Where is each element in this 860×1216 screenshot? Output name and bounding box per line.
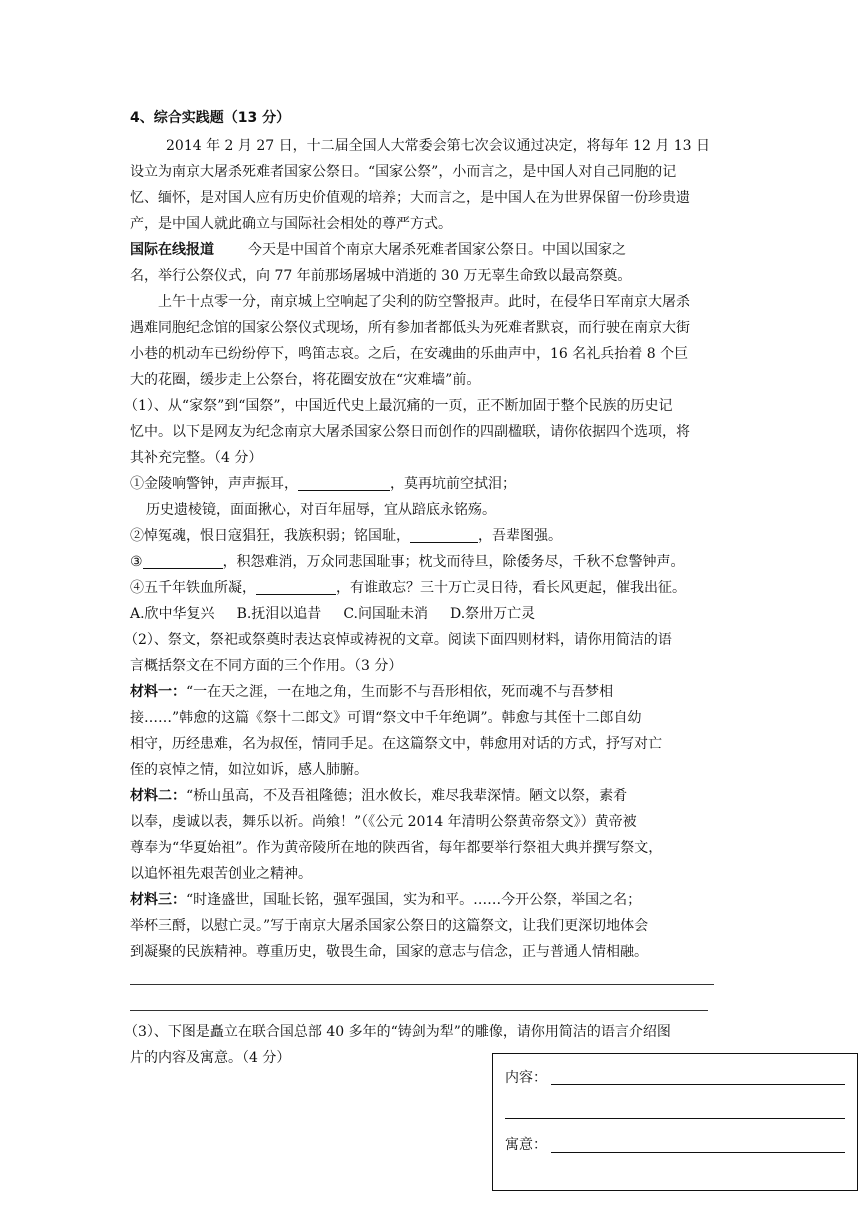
option-c: C.问国耻未消 (343, 606, 428, 622)
content-answer-line[interactable] (551, 1084, 845, 1085)
material-1 (130, 680, 613, 704)
q2-line: 言概括祭文在不同方面的三个作用。（3 分） (130, 658, 403, 674)
report-line: 大的花圈，缓步走上公祭台，将花圈安放在“灾难墙”前。 (130, 372, 481, 388)
material-2-line: 以追怀祖先艰苦创业之精神。 (130, 866, 312, 882)
report-line: 小巷的机动车已纷纷停下，鸣笛志哀。之后，在安魂曲的乐曲声中，16 名礼兵抬着 8 个巨 (130, 346, 689, 362)
material-label: 材料二： (130, 788, 186, 804)
q1-line: 忆中。以下是网友为纪念南京大屠杀国家公祭日而创作的四副楹联，请你依据四个选项，将 (130, 424, 690, 440)
answer-box (492, 1053, 858, 1191)
couplet-text: ，吾辈图强。 (478, 528, 562, 544)
material-label: 材料一： (130, 684, 186, 700)
report-source: 国际在线报道 (130, 242, 214, 258)
answer-line[interactable] (130, 1010, 708, 1011)
couplet-text: ，积怨难消，万众同悲国耻事；枕戈而待旦，除倭务尽，千秋不怠警钟声。 (222, 554, 685, 570)
report-text: 今天是中国首个南京大屠杀死难者国家公祭日。中国以国家之 (248, 242, 626, 258)
couplet-1-blank[interactable] (298, 474, 390, 491)
couplet-text: ，莫再坑前空拭泪； (390, 476, 516, 492)
couplet-2-blank[interactable] (410, 526, 478, 543)
material-1-line: 相守，历经患难，名为叔侄，情同手足。在这篇祭文中，韩愈用对话的方式，抒写对亡 (130, 736, 662, 752)
intro-line: 2014 年 2 月 27 日，十二届全国人大常委会第七次会议通过决定，将每年 12 月 13 日 (166, 138, 711, 154)
report-line: 名，举行公祭仪式，向 77 年前那场屠城中消逝的 30 万无辜生命致以最高祭奠。 (130, 268, 632, 284)
couplet-text: ③ (130, 554, 143, 570)
q3-line: 片的内容及寓意。（4 分） (130, 1050, 291, 1066)
intro-line: 产，是中国人就此确立与国际社会相处的尊严方式。 (130, 216, 452, 232)
material-3-line: 举杯三酹，以慰亡灵。”写于南京大屠杀国家公祭日的这篇祭文，让我们更深切地体会 (130, 918, 649, 934)
option-d: D.祭卅万亡灵 (449, 606, 536, 622)
material-3-line: 到凝聚的民族精神。尊重历史，敬畏生命，国家的意志与信念，正与普通人情相融。 (130, 944, 648, 960)
material-1-line: 侄的哀悼之情，如泣如诉，感人肺腑。 (130, 762, 368, 778)
material-3 (130, 888, 641, 912)
material-2 (130, 784, 627, 808)
meaning-label: 寓意： (505, 1137, 547, 1153)
report-line (130, 238, 626, 262)
answer-line[interactable] (130, 984, 714, 985)
couplet-1 (130, 472, 516, 496)
option-a: A.欣中华复兴 (130, 606, 215, 622)
couplet-3 (130, 550, 685, 574)
couplet-4 (130, 576, 686, 600)
q1-options (130, 602, 557, 626)
report-line: 上午十点零一分，南京城上空响起了尖利的防空警报声。此时，在侵华日军南京大屠杀 (158, 294, 690, 310)
couplet-text: ①金陵响警钟，声声振耳， (130, 476, 298, 492)
couplet-text: ，有谁敢忘？三十万亡灵日待，看长风更起，催我出征。 (336, 580, 686, 596)
material-text: “时逢盛世，国耻长铭，强军强国，实为和平。……今开公祭，举国之名； (186, 892, 642, 908)
intro-line: 忆、缅怀，是对国人应有历史价值观的培养；大而言之，是中国人在为世界保留一份珍贵遗 (130, 190, 690, 206)
content-label: 内容： (505, 1070, 547, 1086)
material-2-line: 以奉，虔诚以表，舞乐以祈。尚飨！”（《公元 2014 年清明公祭黄帝祭文》）黄帝被 (130, 814, 637, 830)
couplet-2 (130, 524, 562, 548)
material-2-line: 尊奉为“华夏始祖”。作为黄帝陵所在地的陕西省，每年都要举行祭祖大典并撰写祭文， (130, 840, 663, 856)
couplet-text: ④五千年铁血所凝， (130, 580, 256, 596)
material-text: “桥山虽高，不及吾祖隆德；沮水攸长，难尽我辈深情。陋文以祭，素肴 (186, 788, 628, 804)
couplet-1-second: 历史遗棱镜，面面揪心，对百年屈辱，宜从踣底永铭殇。 (146, 502, 496, 518)
couplet-text: ②悼冤魂，恨日寇猖狂，我族积弱；铭国耻， (130, 528, 410, 544)
option-b: B.抚泪以追昔 (236, 606, 322, 622)
content-answer-line[interactable] (505, 1118, 845, 1119)
material-label: 材料三： (130, 892, 186, 908)
couplet-3-blank[interactable] (143, 552, 223, 569)
material-text: “一在天之涯，一在地之角，生而影不与吾形相依，死而魂不与吾梦相 (186, 684, 614, 700)
meaning-answer-line[interactable] (551, 1152, 845, 1153)
q1-line: （1）、从“家祭”到“国祭”，中国近代史上最沉痛的一页，正不断加固于整个民族的历史记 (124, 398, 673, 414)
q3-line: （3）、下图是矗立在联合国总部 40 多年的“铸剑为犁”的雕像，请你用简洁的语言介绍图 (124, 1024, 671, 1040)
q1-line: 其补充完整。（4 分） (130, 450, 263, 466)
intro-line: 设立为南京大屠杀死难者国家公祭日。“国家公祭”，小而言之，是中国人对自己同胞的记 (130, 164, 677, 180)
report-line: 遇难同胞纪念馆的国家公祭仪式现场，所有参加者都低头为死难者默哀，而行驶在南京大街 (130, 320, 690, 336)
couplet-4-blank[interactable] (256, 578, 336, 595)
material-1-line: 接……”韩愈的这篇《祭十二郎文》可谓“祭文中千年绝调”。韩愈与其侄十二郎自幼 (130, 710, 642, 726)
q2-line: （2）、祭文，祭祀或祭奠时表达哀悼或祷祝的文章。阅读下面四则材料，请你用简洁的语 (124, 632, 672, 648)
question-title: 4、综合实践题（13 分） (130, 110, 291, 126)
